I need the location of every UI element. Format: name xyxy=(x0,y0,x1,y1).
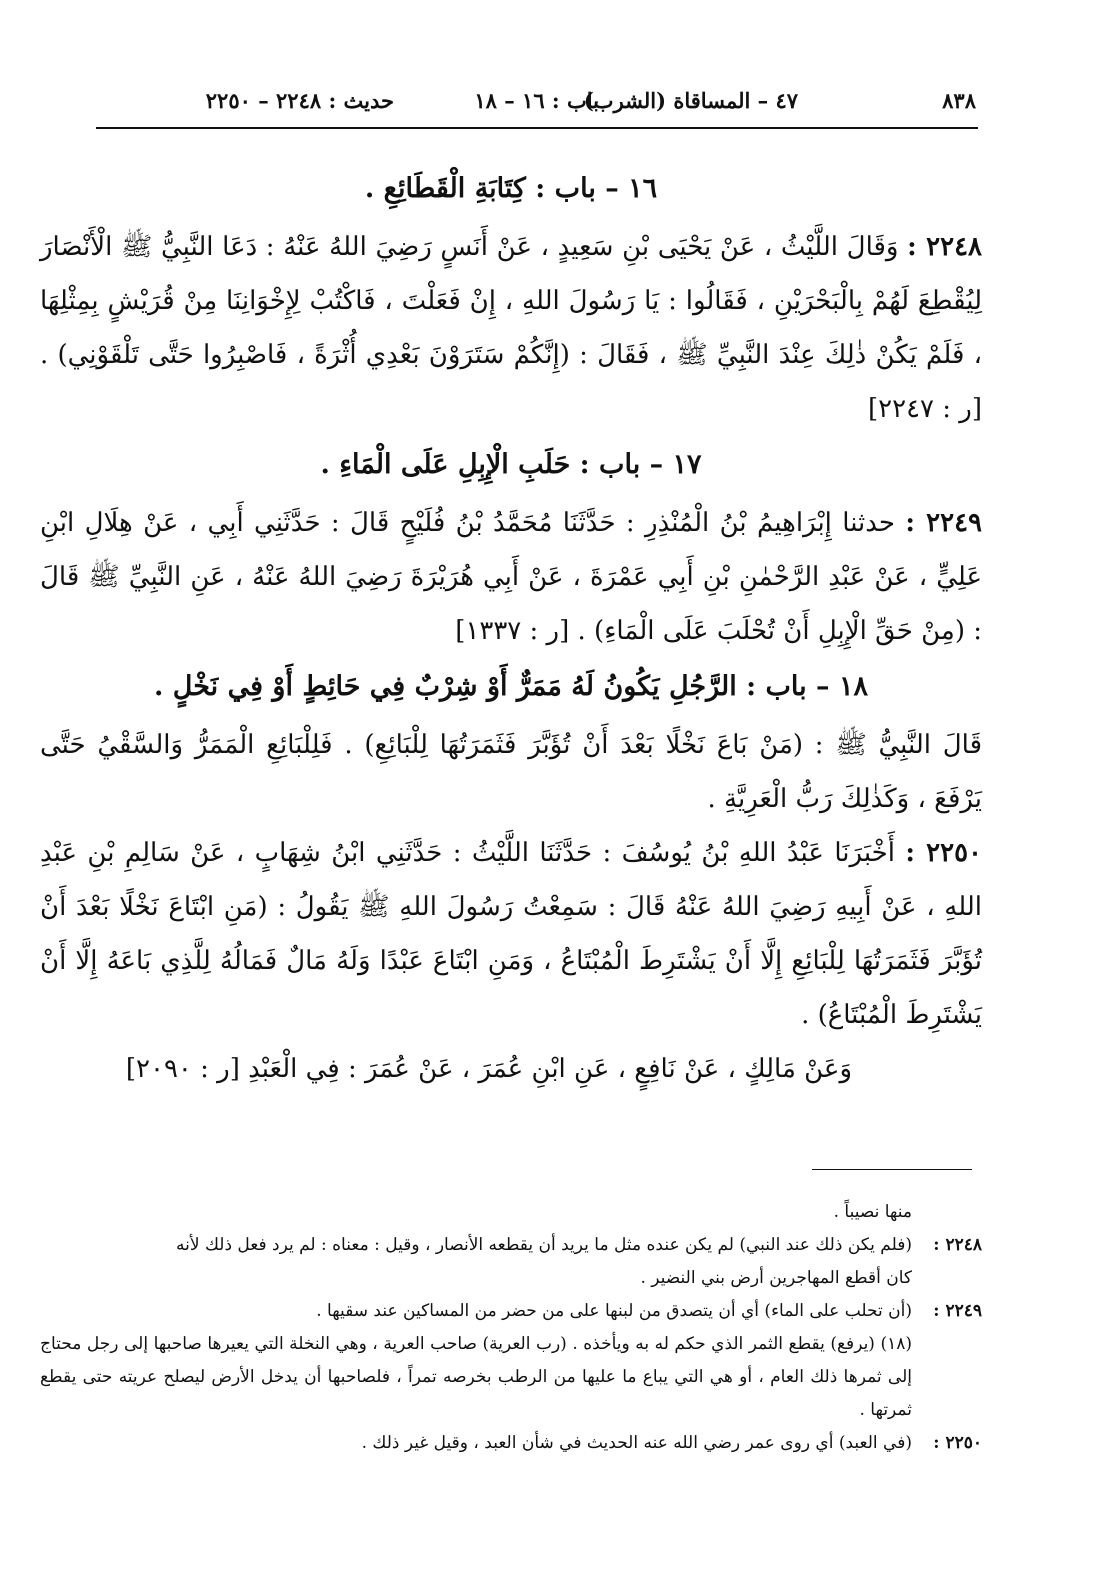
cross-reference: [ر : ٢٢٤٧] xyxy=(867,394,982,424)
hadith-number: ٢٢٤٩ : xyxy=(905,508,983,538)
footnote-continuation: كان أقطع المهاجرين أرض بني النضير . xyxy=(640,1268,912,1288)
header-divider xyxy=(96,127,978,129)
hadith-text: حدثنا إِبْرَاهِيمُ بْنُ الْمُنْذِرِ : حَدَّثَنَا مُحَمَّدُ بْنُ فُلَيْحٍ قَالَ : حَدَّثَنِي أَبِي ، عَنْ هِلَالِ ابْنِ عَلِيٍّ ، عَنْ عَبْدِ الرَّحْمٰنِ بْنِ أَبِي عَمْرَةَ ، عَنْ أَبِي هُرَيْرَةَ رَضِيَ اللهُ عَنْهُ ، عَنِ النَّبِيِّ ﷺ قَالَ : (مِنْ حَقِّ الْإِبِلِ أَنْ تُحْلَبَ عَلَى الْمَاءِ) . xyxy=(40,508,982,646)
footnote-carryover: منها نصيباً . xyxy=(833,1202,912,1222)
hadith-number: ٢٢٥٠ : xyxy=(905,838,983,868)
footnote-number: ٢٢٥٠ : xyxy=(933,1433,982,1453)
bab-18-intro: قَالَ النَّبِيُّ ﷺ : (مَنْ بَاعَ نَخْلًا بَعْدَ أَنْ تُؤَبَّرَ فَثَمَرَتُهَا لِلْبَائِعِ) . فَلِلْبَائِعِ الْمَمَرُّ وَالسَّقْيُ حَتَّى يَرْفَعَ ، وَكَذٰلِكَ رَبُّ الْعَرِيَّةِ . xyxy=(40,730,982,814)
hadith-2248 xyxy=(40,220,982,436)
footnotes xyxy=(40,1196,982,1460)
hadith-2249 xyxy=(40,496,982,658)
cross-reference: [ر : ١٣٣٧] xyxy=(455,616,570,646)
hadith-text: وَقَالَ اللَّيْثُ ، عَنْ يَحْيَى بْنِ سَعِيدٍ ، عَنْ أَنَسٍ رَضِيَ اللهُ عَنْهُ : دَعَا النَّبِيُّ ﷺ الْأَنْصَارَ لِيُقْطِعَ لَهُمْ بِالْبَحْرَيْنِ ، فَقَالُوا : يَا رَسُولَ اللهِ ، إِنْ فَعَلْتَ ، فَاكْتُبْ لِإِخْوَانِنَا مِنْ قُرَيْشٍ بِمِثْلِهَا ، فَلَمْ يَكُنْ ذٰلِكَ عِنْدَ النَّبِيِّ ﷺ ، فَقَالَ : (إِنَّكُمْ سَتَرَوْنَ بَعْدِي أُثْرَةً ، فَاصْبِرُوا حَتَّى تَلْقَوْنِي) . xyxy=(40,232,982,370)
footnote-text: (فلم يكن ذلك عند النبي) لم يكن عنده مثل ما يريد أن يقطعه الأنصار ، وقيل : معناه : لم يرد فعل ذلك لأنه xyxy=(176,1235,912,1255)
hadith-2250 xyxy=(40,826,982,1042)
bab-18-title: ١٨ – باب : الرَّجُلِ يَكُونُ لَهُ مَمَرٌّ أَوْ شِرْبٌ فِي حَائِطٍ أَوْ فِي نَخْلٍ . xyxy=(154,671,868,702)
chapter-title: ٤٧ – المساقاة (الشرب) xyxy=(583,88,798,113)
page-number: ٨٣٨ xyxy=(942,88,976,113)
main-text xyxy=(40,160,982,1096)
hadith-text: أَخْبَرَنَا عَبْدُ اللهِ بْنُ يُوسُفَ : حَدَّثَنَا اللَّيْثُ : حَدَّثَنِي ابْنُ شِهَابٍ ، عَنْ سَالِمِ بْنِ عَبْدِ اللهِ ، عَنْ أَبِيهِ رَضِيَ اللهُ عَنْهُ قَالَ : سَمِعْتُ رَسُولَ اللهِ ﷺ يَقُولُ : (مَنِ ابْتَاعَ نَخْلًا بَعْدَ أَنْ تُؤَبَّرَ فَثَمَرَتُهَا لِلْبَائِعِ إِلَّا أَنْ يَشْتَرِطَ الْمُبْتَاعُ ، وَمَنِ ابْتَاعَ عَبْدًا وَلَهُ مَالٌ فَمَالُهُ لِلَّذِي بَاعَهُ إِلَّا أَنْ يَشْتَرِطَ الْمُبْتَاعُ) . xyxy=(40,838,982,1030)
running-header xyxy=(96,88,976,122)
footnote-2250 xyxy=(40,1427,982,1460)
footnote-divider xyxy=(812,1169,972,1170)
hadith-2250-addendum xyxy=(40,1042,982,1096)
footnote-number: ٢٢٤٨ : xyxy=(933,1235,982,1255)
footnote-number: ٢٢٤٩ : xyxy=(933,1301,982,1321)
footnote-2249 xyxy=(40,1295,982,1328)
hadith-range: حديث : ٢٢٤٨ – ٢٢٥٠ xyxy=(205,88,394,113)
footnote-text: (أن تحلب على الماء) أي أن يتصدق من لبنها على من حضر من المساكين عند سقيها . xyxy=(316,1301,912,1321)
bab-16-title: ١٦ – باب : كِتَابَةِ الْقَطَائِعِ . xyxy=(364,173,658,204)
bab-17-title: ١٧ – باب : حَلَبِ الْإِبِلِ عَلَى الْمَاءِ . xyxy=(320,449,702,480)
footnote-text: (في العبد) أي روى عمر رضي الله عنه الحديث في شأن العبد ، وقيل غير ذلك . xyxy=(361,1433,912,1453)
hadith-number: ٢٢٤٨ : xyxy=(907,232,983,262)
footnote-bab-18: (١٨) (يرفع) يقطع الثمر الذي حكم له به ويأخذه . (رب العرية) صاحب العرية ، وهي النخلة التي يعيرها صاحبها إلى رجل محتاج إلى ثمرها ذلك العام ، أو هي التي يباع ما عليها من الرطب بخرصه تمراً ، فلصاحبها أن يدخل الأرض ليصلح عريته حتى يقطع ثمرتها . xyxy=(40,1334,912,1420)
addendum-text: وَعَنْ مَالِكٍ ، عَنْ نَافِعٍ ، عَنِ ابْنِ عُمَرَ ، عَنْ عُمَرَ : فِي الْعَبْدِ xyxy=(248,1054,852,1084)
footnote-2248 xyxy=(40,1229,982,1262)
cross-reference: [ر : ٢٠٩٠] xyxy=(125,1054,240,1084)
bab-range: باب : ١٦ – ١٨ xyxy=(474,88,599,113)
